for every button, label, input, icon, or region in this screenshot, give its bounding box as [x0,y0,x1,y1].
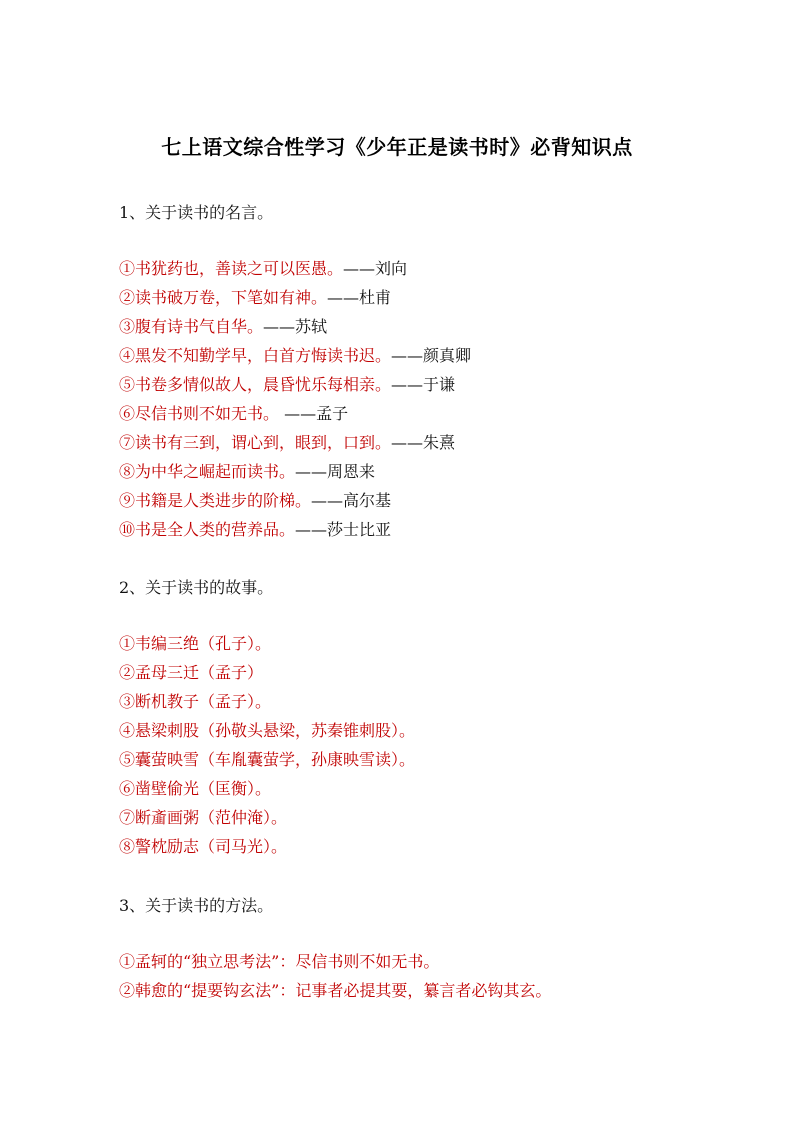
section-heading: 1、关于读书的名言。 [119,203,274,222]
quote-author: ——刘向 [343,259,408,278]
quote-author: ——高尔基 [311,491,392,510]
quote-item [119,399,759,428]
quote-item [119,515,759,544]
section-quotes [119,198,759,544]
quote-item [119,341,759,370]
quote-item [119,283,759,312]
quote-author: ——朱熹 [391,433,456,452]
story-item: ⑥凿壁偷光（匡衡）。 [119,779,272,798]
story-item: ⑤囊萤映雪（车胤囊萤学，孙康映雪读）。 [119,750,416,769]
story-item: ③断机教子（孟子）。 [119,692,272,711]
quote-text: ⑩书是全人类的营养品。 [119,520,296,539]
quote-text: ⑧为中华之崛起而读书。 [119,462,296,481]
quote-item [119,486,759,515]
quote-item [119,428,759,457]
quote-author: ——颜真卿 [391,346,472,365]
method-item: ②韩愈的“提要钩玄法”：记事者必提其要，纂言者必钩其玄。 [119,981,552,1000]
quote-author: ——杜甫 [327,288,392,307]
quote-item [119,254,759,283]
quote-text: ⑨书籍是人类进步的阶梯。 [119,491,312,510]
quote-text: ④黑发不知勤学早，白首方悔读书迟。 [119,346,392,365]
quote-text: ⑦读书有三到，谓心到，眼到，口到。 [119,433,392,452]
story-item: ⑦断齑画粥（范仲淹）。 [119,808,288,827]
section-heading: 3、关于读书的方法。 [119,896,274,915]
method-list [119,947,759,1005]
quote-list [119,254,759,544]
story-item: ②孟母三迁（孟子） [119,663,264,682]
section-heading: 2、关于读书的故事。 [119,578,274,597]
method-item: ①孟轲的“独立思考法”：尽信书则不如无书。 [119,952,440,971]
quote-text: ②读书破万卷，下笔如有神。 [119,288,328,307]
quote-item [119,370,759,399]
section-methods [119,891,759,1005]
quote-author: ——莎士比亚 [295,520,392,539]
quote-text: ③腹有诗书气自华。 [119,317,264,336]
quote-item [119,457,759,486]
quote-item [119,312,759,341]
quote-text: ⑤书卷多情似故人，晨昏忧乐每相亲。 [119,375,392,394]
page-title: 七上语文综合性学习《少年正是读书时》必背知识点 [161,135,633,159]
story-list [119,629,759,861]
quote-text: ⑥尽信书则不如无书。 [119,404,285,423]
story-item: ①韦编三绝（孔子）。 [119,634,272,653]
story-item: ④悬梁刺股（孙敬头悬梁，苏秦锥刺股）。 [119,721,416,740]
quote-author: ——于谦 [391,375,456,394]
story-item: ⑧警枕励志（司马光）。 [119,837,288,856]
quote-text: ①书犹药也，善读之可以医愚。 [119,259,344,278]
quote-author: ——孟子 [284,404,349,423]
section-stories [119,573,759,861]
quote-author: ——周恩来 [295,462,376,481]
quote-author: ——苏轼 [263,317,328,336]
